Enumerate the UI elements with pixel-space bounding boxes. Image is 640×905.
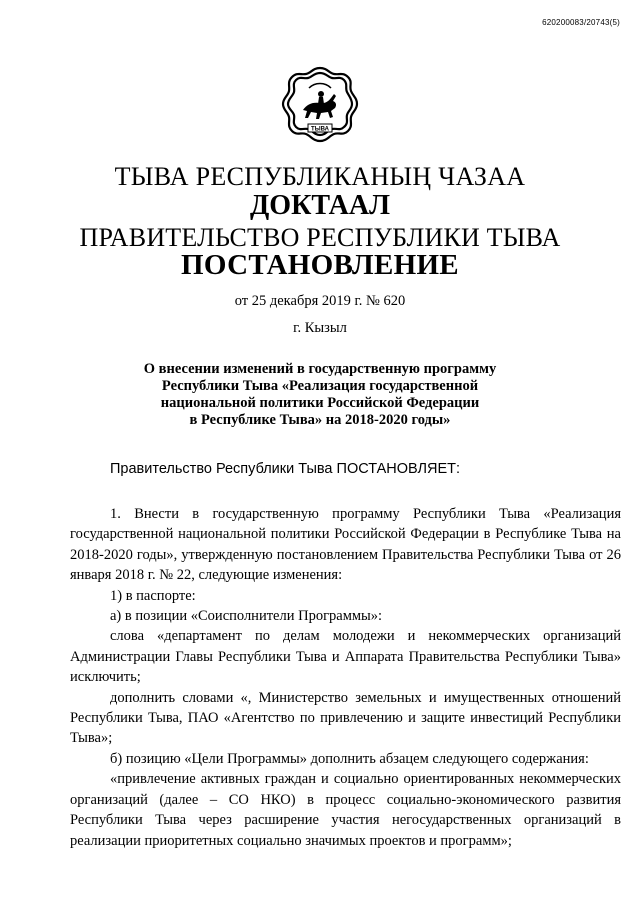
document-id: 620200083/20743(5) [542, 18, 620, 27]
document-subject [130, 361, 510, 429]
header-tyva: ТЫВА РЕСПУБЛИКАНЫҢ ЧАЗАА [114, 162, 526, 191]
document-date: от 25 декабря 2019 г. № 620 [234, 293, 406, 309]
header-government: ПРАВИТЕЛЬСТВО РЕСПУБЛИКИ ТЫВА [79, 223, 561, 252]
emblem-label: ТЫВА [311, 126, 329, 133]
body-paragraph: 1. Внести в государственную программу Республики Тыва «Реализация государственной национальной политики Российской Федерации в Республике Тыва на 2018-2020 годы», утвержденную постановлением Правительства Республики Тыва от 26 января 2018 г. № 22, следующие изменения: [70, 506, 621, 584]
tyva-emblem-icon [281, 64, 359, 144]
subject-line: Республики Тыва «Реализация государственной [161, 378, 479, 394]
body-paragraph: б) позицию «Цели Программы» дополнить абзацем следующего содержания: [110, 750, 589, 767]
subject-line: национальной политики Российской Федерации [160, 395, 480, 411]
body-paragraph: «привлечение активных граждан и социально ориентированных некоммерческих организаций (далее – СО НКО) в процесс социально-экономического развития Республики Тыва через расширение участия негосударственных организаций в реализации приоритетных социально значимых проектов и программ»; [70, 771, 621, 849]
document-city: г. Кызыл [293, 320, 347, 336]
body-paragraph: слова «департамент по делам молодежи и некоммерческих организаций Администрации Главы Республики Тыва и Аппарата Правительства Республики Тыва» исключить; [70, 628, 621, 686]
subject-line: в Республике Тыва» на 2018-2020 годы» [189, 412, 451, 428]
resolution-intro: Правительство Республики Тыва ПОСТАНОВЛЯЕТ: [110, 461, 461, 477]
body-paragraph: а) в позиции «Соисполнители Программы»: [110, 608, 383, 625]
header-postanovlenie: ПОСТАНОВЛЕНИЕ [181, 249, 459, 281]
body-paragraph: 1) в паспорте: [110, 587, 196, 604]
header-doktaal: ДОКТААЛ [250, 190, 390, 221]
subject-line: О внесении изменений в государственную программу [143, 361, 497, 377]
document-body [70, 504, 621, 851]
body-paragraph: дополнить словами «, Министерство земельных и имущественных отношений Республики Тыва, ПАО «Агентство по привлечению и защите инвестиций Республики Тыва»; [70, 689, 621, 747]
